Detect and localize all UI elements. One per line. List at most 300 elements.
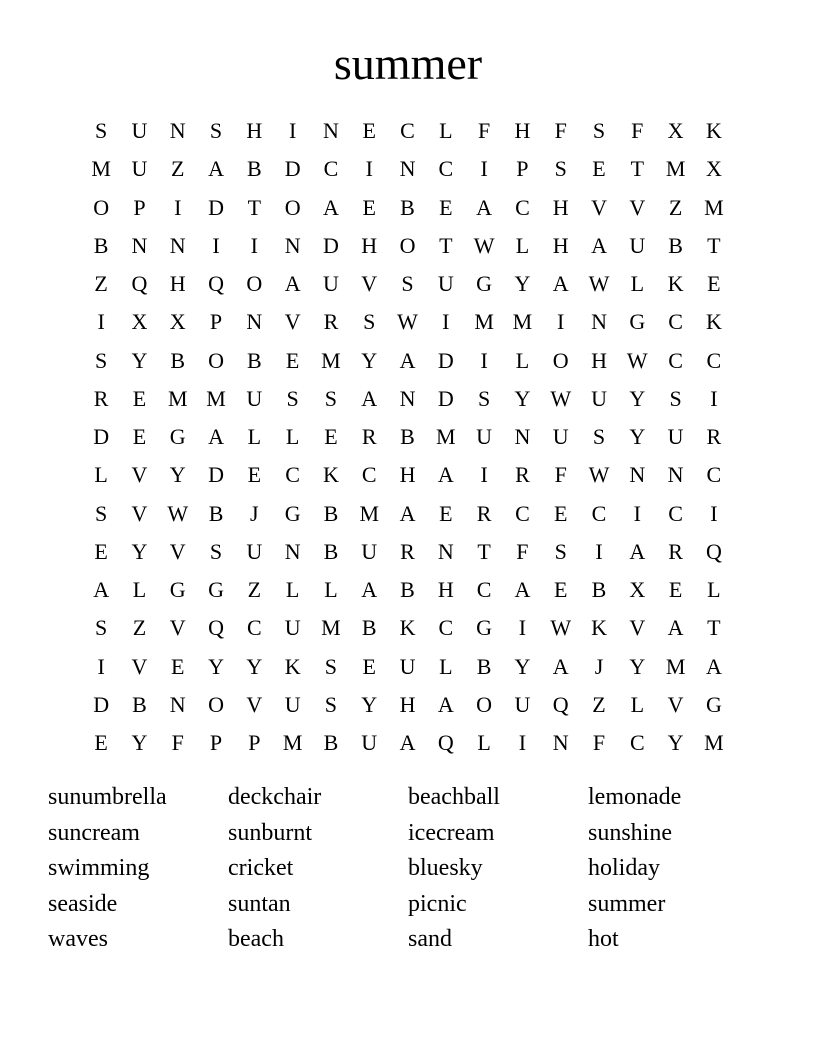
grid-letter: I <box>212 232 220 258</box>
grid-letter: E <box>362 194 376 220</box>
grid-letter: S <box>363 309 376 335</box>
grid-letter: V <box>169 615 186 641</box>
grid-letter: M <box>359 500 379 526</box>
grid-letter: N <box>169 118 186 144</box>
grid-letter: N <box>514 424 531 450</box>
grid-row <box>82 418 733 456</box>
grid-letter: A <box>437 462 454 488</box>
grid-letter: O <box>476 691 493 717</box>
grid-letter: U <box>476 424 493 450</box>
grid-letter: X <box>705 156 722 182</box>
word-list-item: picnic <box>408 890 467 917</box>
grid-letter: X <box>667 118 684 144</box>
word-list-item: seaside <box>48 890 118 917</box>
grid-letter: E <box>439 194 453 220</box>
grid-letter: N <box>284 232 301 258</box>
grid-letter: Z <box>171 156 185 182</box>
grid-letter: Z <box>247 577 262 603</box>
grid-letter: W <box>397 309 418 335</box>
grid-letter: E <box>324 424 338 450</box>
grid-row <box>82 495 733 533</box>
grid-letter: D <box>93 691 110 717</box>
grid-letter: E <box>171 653 185 679</box>
grid-letter: Y <box>514 653 531 679</box>
grid-letter: I <box>633 500 641 526</box>
grid-letter: G <box>208 577 224 603</box>
grid-letter: B <box>93 232 109 258</box>
grid-letter: S <box>95 500 108 526</box>
grid-letter: X <box>169 309 186 335</box>
grid-letter: I <box>710 385 718 411</box>
grid-letter: L <box>94 462 108 488</box>
grid-letter: V <box>131 653 148 679</box>
grid-letter: I <box>480 156 488 182</box>
grid-letter: P <box>133 194 146 220</box>
grid-letter: H <box>514 118 531 144</box>
grid-letter: K <box>399 615 416 641</box>
grid-letter: I <box>250 232 258 258</box>
grid-letter: L <box>285 424 300 450</box>
grid-letter: C <box>285 462 300 488</box>
grid-letter: E <box>132 385 147 411</box>
grid-letter: C <box>438 156 454 182</box>
grid-letter: S <box>554 156 567 182</box>
grid-letter: C <box>591 500 607 526</box>
grid-row <box>82 724 733 762</box>
grid-letter: Y <box>667 730 684 756</box>
grid-letter: M <box>665 653 686 679</box>
grid-letter: B <box>132 691 147 717</box>
grid-letter: C <box>515 194 530 220</box>
grid-letter: P <box>248 730 261 756</box>
grid-letter: D <box>284 156 301 182</box>
grid-letter: G <box>284 500 301 526</box>
grid-row <box>82 380 733 418</box>
grid-letter: C <box>706 347 722 373</box>
grid-letter: E <box>707 271 721 297</box>
grid-letter: C <box>629 730 645 756</box>
word-list-item: sunumbrella <box>48 784 167 810</box>
grid-letter: S <box>286 385 299 411</box>
word-list-item: sunburnt <box>228 819 312 846</box>
grid-letter: J <box>250 500 259 526</box>
grid-letter: N <box>399 385 416 411</box>
grid-letter: O <box>208 691 224 717</box>
grid-letter: S <box>209 118 223 144</box>
word-list-item: beach <box>228 926 284 953</box>
grid-letter: H <box>169 271 186 297</box>
grid-letter: S <box>95 347 108 373</box>
grid-letter: B <box>400 424 415 450</box>
grid-letter: V <box>667 691 684 717</box>
grid-letter: A <box>399 730 416 756</box>
grid-letter: M <box>704 194 724 220</box>
grid-letter: L <box>324 577 338 603</box>
grid-letter: I <box>557 309 565 335</box>
grid-letter: V <box>169 538 186 564</box>
grid-letter: K <box>705 118 722 144</box>
grid-letter: E <box>362 653 376 679</box>
grid-letter: Q <box>705 538 722 564</box>
grid-letter: N <box>322 118 339 144</box>
grid-letter: Y <box>361 347 378 373</box>
grid-letter: U <box>246 385 263 411</box>
grid-letter: L <box>630 691 645 717</box>
grid-letter: Y <box>629 424 646 450</box>
grid-letter: D <box>208 462 224 488</box>
grid-letter: E <box>94 538 108 564</box>
grid-letter: M <box>474 309 494 335</box>
grid-letter: I <box>365 156 373 182</box>
grid-letter: C <box>668 500 683 526</box>
grid-letter: B <box>170 347 186 373</box>
grid-letter: U <box>322 271 339 297</box>
grid-row <box>82 265 733 303</box>
grid-letter: N <box>169 232 186 258</box>
grid-letter: Y <box>629 653 646 679</box>
grid-letter: C <box>361 462 377 488</box>
grid-letter: Z <box>94 271 108 297</box>
grid-letter: F <box>516 538 529 564</box>
grid-letter: L <box>439 118 453 144</box>
grid-letter: S <box>401 271 414 297</box>
grid-letter: I <box>97 309 105 335</box>
grid-letter: D <box>322 232 339 258</box>
grid-letter: U <box>437 271 454 297</box>
grid-letter: B <box>323 730 339 756</box>
grid-letter: A <box>399 347 416 373</box>
grid-letter: Q <box>208 271 224 297</box>
grid-letter: U <box>361 538 378 564</box>
grid-letter: H <box>399 462 416 488</box>
grid-letter: L <box>630 271 645 297</box>
grid-letter: T <box>707 232 721 258</box>
grid-letter: C <box>400 118 415 144</box>
grid-letter: Z <box>132 615 147 641</box>
grid-letter: C <box>515 500 530 526</box>
grid-letter: C <box>668 347 683 373</box>
grid-letter: V <box>131 500 148 526</box>
grid-letter: I <box>518 730 527 756</box>
grid-letter: I <box>174 194 182 220</box>
grid-letter: S <box>592 424 606 450</box>
grid-letter: H <box>361 232 378 258</box>
grid-letter: M <box>167 385 188 411</box>
grid-letter: K <box>667 271 684 297</box>
grid-letter: Y <box>131 347 148 373</box>
grid-letter: A <box>437 691 454 717</box>
grid-letter: C <box>668 309 683 335</box>
grid-letter: T <box>707 615 721 641</box>
grid-letter: U <box>591 385 607 411</box>
grid-letter: U <box>284 615 301 641</box>
grid-letter: B <box>323 500 339 526</box>
grid-letter: G <box>476 271 493 297</box>
grid-letter: N <box>591 309 607 335</box>
grid-row <box>82 189 733 227</box>
grid-letter: Q <box>437 730 454 756</box>
page-title: summer <box>333 38 483 89</box>
grid-letter: I <box>288 118 297 144</box>
grid-letter: V <box>629 194 646 220</box>
grid-letter: P <box>209 730 223 756</box>
grid-letter: G <box>705 691 722 717</box>
grid-letter: R <box>323 309 339 335</box>
grid-letter: A <box>322 194 339 220</box>
grid-letter: E <box>132 424 147 450</box>
grid-letter: S <box>477 385 491 411</box>
grid-letter: B <box>400 194 415 220</box>
grid-letter: Q <box>552 691 569 717</box>
grid-row <box>82 456 733 494</box>
grid-letter: E <box>247 462 262 488</box>
grid-letter: U <box>246 538 263 564</box>
grid-row <box>82 303 733 341</box>
grid-letter: A <box>284 271 301 297</box>
grid-letter: M <box>206 385 226 411</box>
grid-letter: A <box>552 653 569 679</box>
word-list-item: sunshine <box>588 819 672 846</box>
grid-letter: H <box>591 347 607 373</box>
grid-letter: R <box>400 538 415 564</box>
grid-letter: M <box>321 615 341 641</box>
grid-letter: T <box>630 156 645 182</box>
grid-letter: A <box>208 424 224 450</box>
grid-letter: D <box>208 194 224 220</box>
word-list-item: icecream <box>408 819 495 846</box>
grid-letter: D <box>93 424 110 450</box>
grid-letter: H <box>552 194 569 220</box>
grid-letter: B <box>361 615 377 641</box>
grid-letter: F <box>631 118 644 144</box>
grid-letter: K <box>705 309 722 335</box>
grid-letter: S <box>324 653 338 679</box>
grid-letter: W <box>167 500 189 526</box>
grid-letter: A <box>705 653 722 679</box>
grid-letter: Q <box>208 615 224 641</box>
grid-letter: W <box>588 271 610 297</box>
grid-letter: O <box>93 194 110 220</box>
grid-letter: W <box>626 347 648 373</box>
grid-letter: P <box>209 309 223 335</box>
grid-letter: N <box>284 538 301 564</box>
word-list-item: hot <box>588 926 619 953</box>
grid-letter: Y <box>514 385 531 411</box>
grid-letter: I <box>480 347 488 373</box>
grid-letter: M <box>436 424 456 450</box>
grid-letter: F <box>477 118 491 144</box>
grid-letter: A <box>208 156 224 182</box>
grid-letter: R <box>515 462 530 488</box>
grid-letter: N <box>169 691 186 717</box>
grid-letter: S <box>669 385 682 411</box>
grid-letter: H <box>246 118 263 144</box>
grid-row <box>82 571 733 609</box>
grid-letter: N <box>629 462 646 488</box>
grid-letter: W <box>550 615 572 641</box>
grid-letter: Y <box>131 730 148 756</box>
grid-letter: V <box>629 615 646 641</box>
grid-letter: E <box>285 347 300 373</box>
grid-letter: N <box>552 730 569 756</box>
word-list-item: suntan <box>228 890 291 917</box>
grid-letter: V <box>591 194 607 220</box>
grid-letter: A <box>667 615 684 641</box>
grid-letter: U <box>399 653 416 679</box>
grid-letter: R <box>361 424 377 450</box>
grid-letter: B <box>246 347 262 373</box>
grid-letter: C <box>438 615 454 641</box>
grid-letter: D <box>437 385 454 411</box>
grid-letter: B <box>591 577 607 603</box>
grid-letter: V <box>361 271 378 297</box>
grid-row <box>82 648 733 686</box>
word-list-item: deckchair <box>228 784 322 810</box>
grid-letter: O <box>246 271 263 297</box>
grid-letter: S <box>592 118 606 144</box>
grid-letter: I <box>518 615 527 641</box>
grid-letter: R <box>93 385 109 411</box>
grid-letter: A <box>629 538 646 564</box>
grid-row <box>82 533 733 571</box>
grid-letter: L <box>132 577 147 603</box>
grid-letter: R <box>706 424 722 450</box>
grid-letter: F <box>592 730 606 756</box>
grid-letter: T <box>477 538 491 564</box>
grid-letter: C <box>323 156 339 182</box>
word-list-item: swimming <box>48 855 150 882</box>
grid-letter: S <box>95 118 108 144</box>
grid-letter: W <box>588 462 610 488</box>
grid-letter: N <box>667 462 684 488</box>
grid-letter: E <box>553 577 568 603</box>
word-list-item: lemonade <box>588 784 682 810</box>
grid-letter: G <box>169 424 186 450</box>
grid-letter: U <box>284 691 301 717</box>
grid-letter: G <box>169 577 186 603</box>
grid-letter: B <box>246 156 262 182</box>
grid-letter: V <box>131 462 148 488</box>
grid-letter: N <box>131 232 148 258</box>
grid-row <box>82 342 733 380</box>
grid-letter: G <box>629 309 646 335</box>
grid-letter: L <box>477 730 491 756</box>
grid-row <box>82 686 733 724</box>
grid-letter: A <box>399 500 416 526</box>
grid-letter: H <box>399 691 416 717</box>
grid-letter: L <box>439 653 453 679</box>
grid-row <box>82 112 733 150</box>
grid-letter: M <box>321 347 341 373</box>
grid-letter: M <box>91 156 111 182</box>
grid-letter: S <box>324 691 338 717</box>
grid-letter: E <box>94 730 108 756</box>
grid-letter: G <box>476 615 493 641</box>
grid-letter: U <box>667 424 684 450</box>
grid-letter: Q <box>131 271 148 297</box>
letter-grid <box>82 112 733 762</box>
grid-letter: I <box>480 462 488 488</box>
grid-letter: L <box>707 577 721 603</box>
grid-letter: N <box>246 309 263 335</box>
grid-letter: N <box>399 156 416 182</box>
word-list-item: sand <box>408 926 452 953</box>
word-list-item: holiday <box>588 855 660 882</box>
grid-letter: R <box>476 500 492 526</box>
word-list-item: cricket <box>228 855 294 882</box>
grid-letter: Y <box>169 462 186 488</box>
grid-letter: B <box>400 577 415 603</box>
grid-letter: Y <box>131 538 148 564</box>
grid-letter: E <box>439 500 453 526</box>
grid-letter: M <box>704 730 724 756</box>
grid-letter: Y <box>246 653 263 679</box>
grid-letter: A <box>476 194 493 220</box>
grid-letter: I <box>442 309 450 335</box>
grid-letter: W <box>473 232 495 258</box>
grid-letter: R <box>668 538 683 564</box>
grid-letter: M <box>665 156 686 182</box>
grid-letter: X <box>629 577 646 603</box>
grid-letter: F <box>554 462 567 488</box>
grid-letter: E <box>362 118 376 144</box>
grid-letter: U <box>131 156 148 182</box>
grid-letter: U <box>361 730 378 756</box>
grid-letter: E <box>553 500 568 526</box>
grid-letter: S <box>209 538 223 564</box>
grid-letter: I <box>595 538 603 564</box>
grid-row <box>82 150 733 188</box>
grid-letter: I <box>710 500 718 526</box>
word-list-item: waves <box>48 926 108 953</box>
grid-letter: Y <box>208 653 224 679</box>
grid-letter: O <box>399 232 416 258</box>
grid-letter: I <box>97 653 105 679</box>
grid-letter: B <box>476 653 492 679</box>
grid-letter: C <box>246 615 262 641</box>
grid-letter: M <box>282 730 303 756</box>
grid-letter: A <box>361 385 378 411</box>
grid-letter: H <box>552 232 569 258</box>
grid-letter: Z <box>668 194 683 220</box>
grid-letter: H <box>437 577 454 603</box>
grid-letter: K <box>284 653 301 679</box>
grid-letter: S <box>554 538 567 564</box>
grid-letter: P <box>516 156 529 182</box>
grid-letter: M <box>512 309 533 335</box>
grid-letter: K <box>322 462 339 488</box>
grid-letter: W <box>550 385 572 411</box>
grid-letter: Y <box>361 691 378 717</box>
grid-letter: L <box>515 232 530 258</box>
grid-letter: Z <box>592 691 606 717</box>
grid-letter: U <box>514 691 531 717</box>
grid-letter: S <box>324 385 338 411</box>
grid-letter: C <box>476 577 492 603</box>
grid-letter: Y <box>629 385 646 411</box>
grid-letter: T <box>247 194 262 220</box>
grid-letter: U <box>131 118 148 144</box>
grid-letter: J <box>594 653 604 679</box>
grid-letter: U <box>629 232 646 258</box>
grid-letter: E <box>592 156 606 182</box>
grid-letter: O <box>284 194 301 220</box>
word-list-item: bluesky <box>408 855 483 882</box>
grid-row <box>82 609 733 647</box>
grid-row <box>82 227 733 265</box>
grid-letter: S <box>95 615 108 641</box>
grid-letter: V <box>284 309 301 335</box>
